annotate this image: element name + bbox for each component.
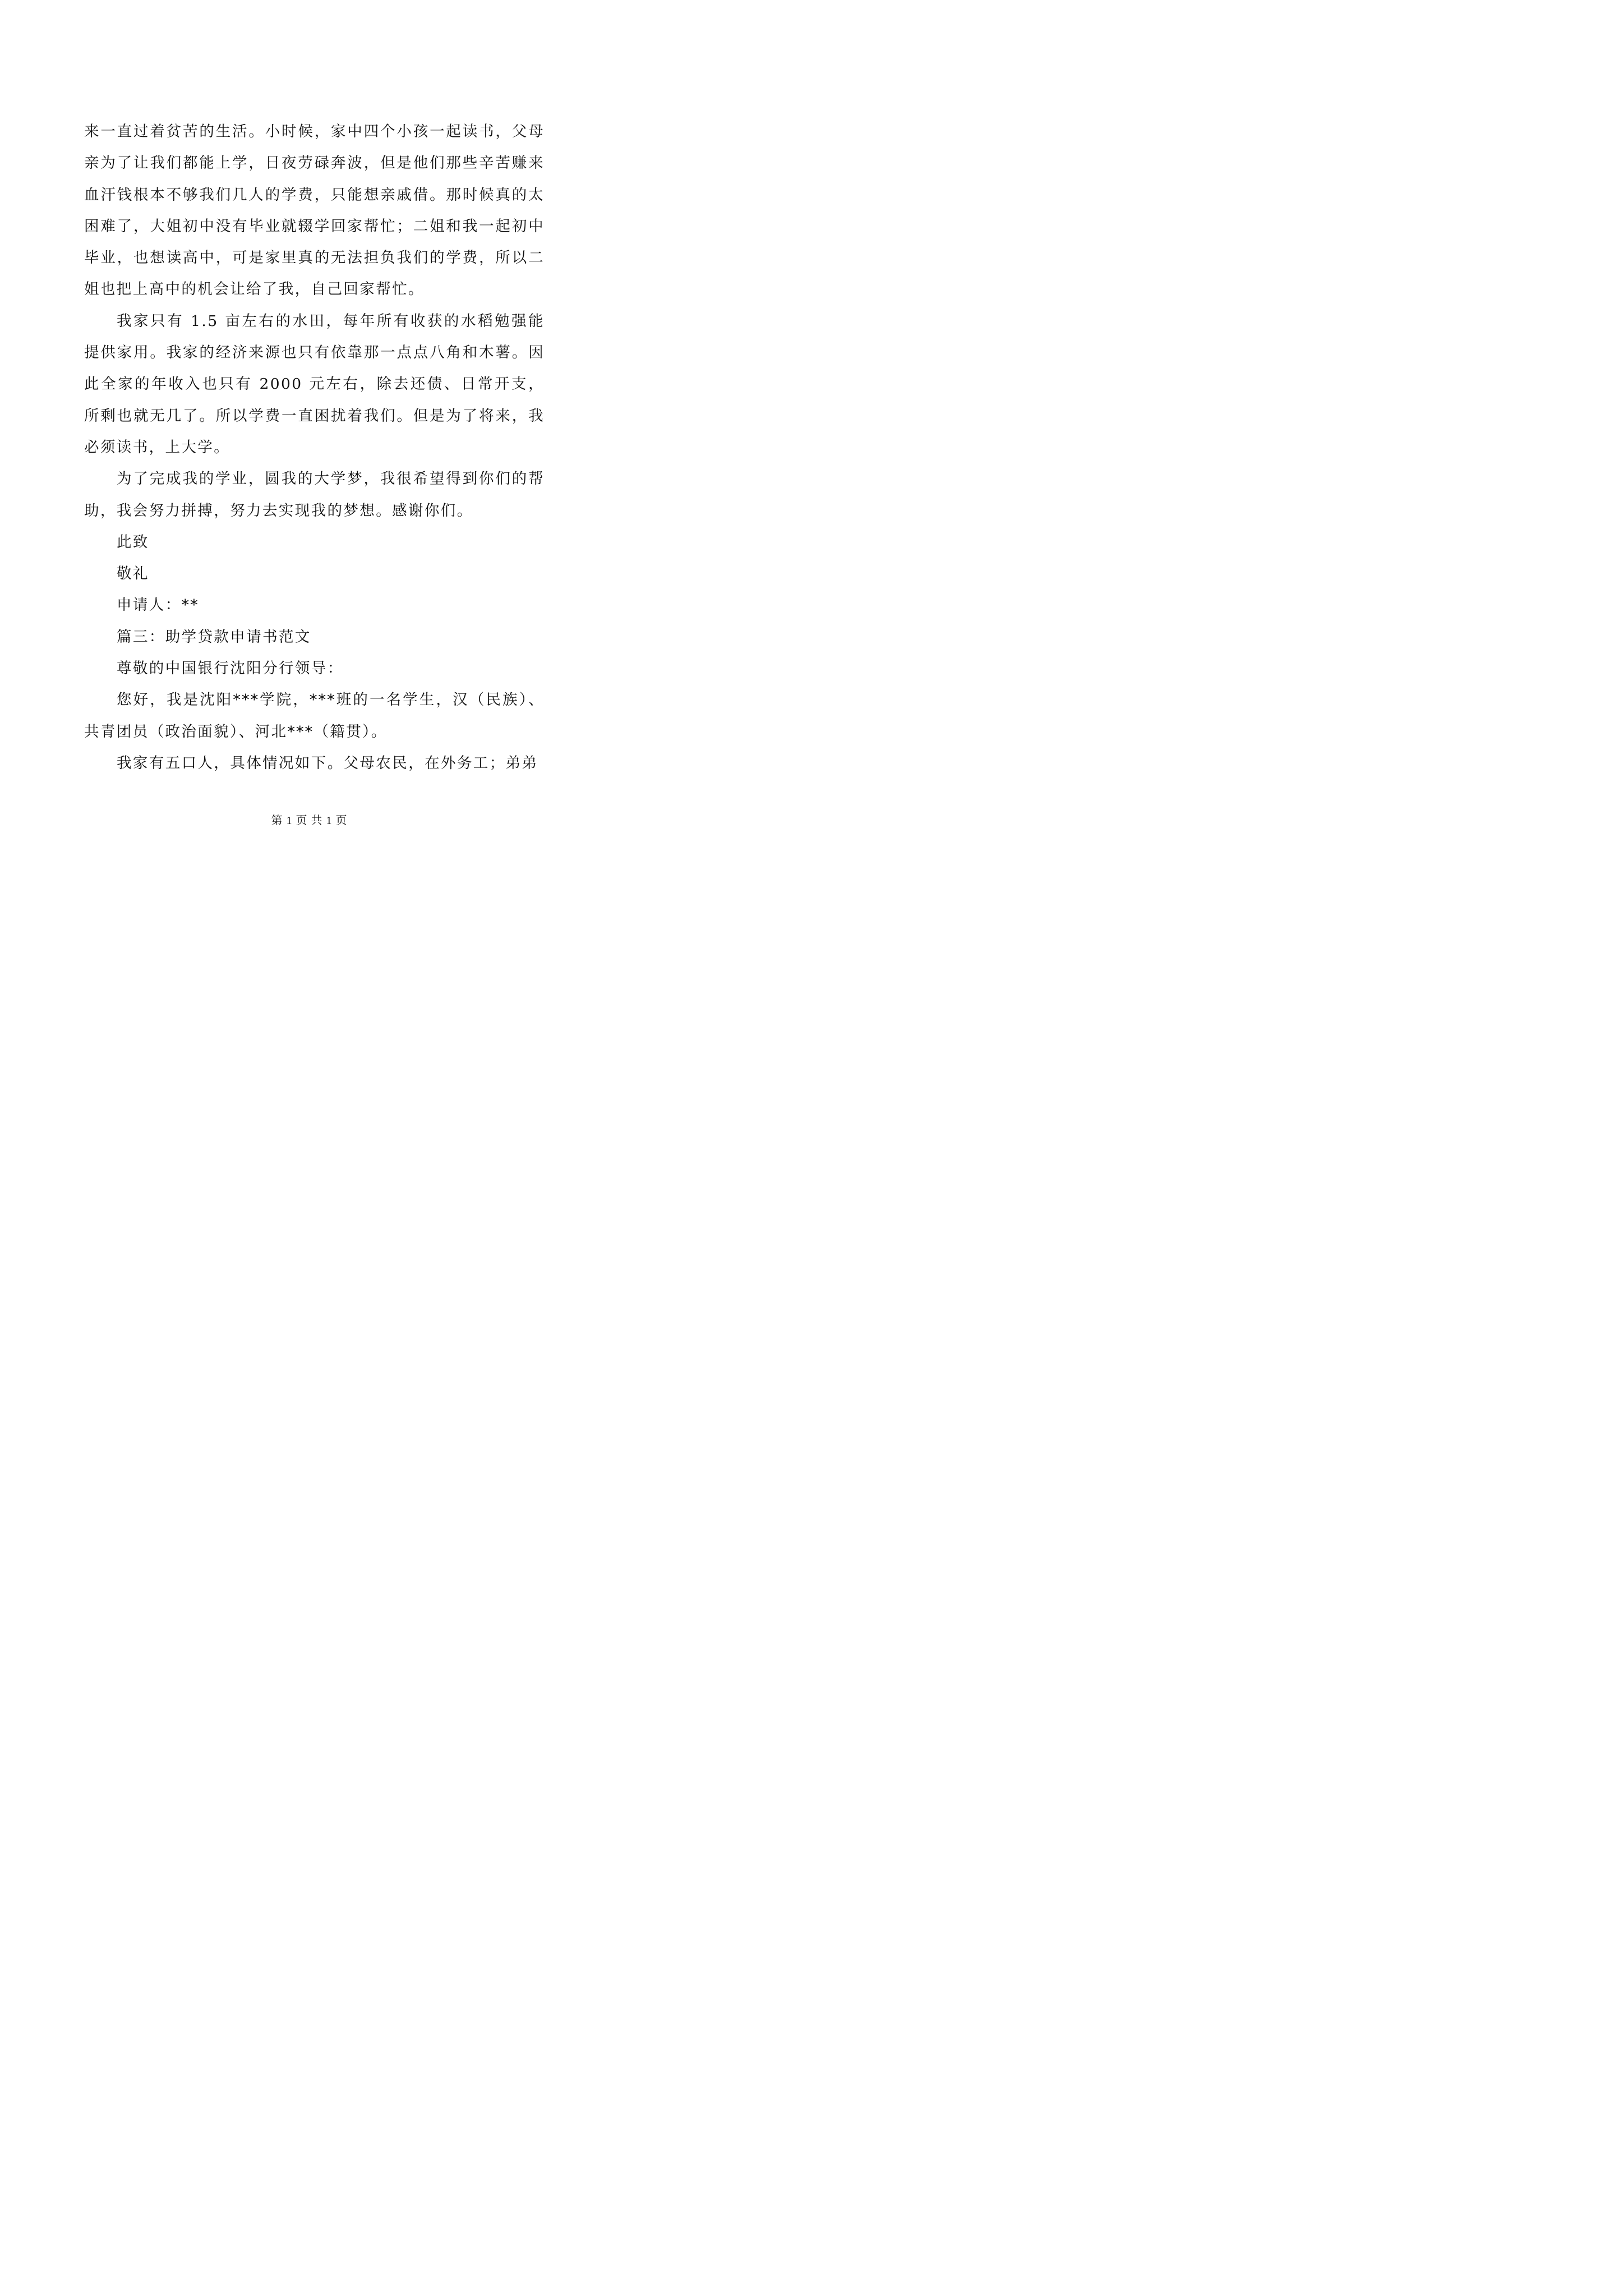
salutation: 尊敬的中国银行沈阳分行领导： <box>117 660 344 678</box>
paragraph-request-help: 为了完成我的学业，圆我的大学梦，我很希望得到你们的帮助，我会努力拼搏，努力去实现我的梦想。感谢你们。 <box>84 470 545 519</box>
paragraph-introduction: 您好，我是沈阳***学院，***班的一名学生，汉（民族）、共青团员（政治面貌）、河北***（籍贯）。 <box>84 691 545 740</box>
paragraph-family-situation: 我家有五口人，具体情况如下。父母农民，在外务工；弟弟 <box>117 754 538 772</box>
applicant-signature: 申请人：** <box>117 596 199 614</box>
paragraph-family-hardship: 来一直过着贫苦的生活。小时候，家中四个小孩一起读书，父母亲为了让我们都能上学，日夜劳碌奔波，但是他们那些辛苦赚来血汗钱根本不够我们几人的学费，只能想亲戚借。那时候真的太困难了，大姐初中没有毕业就辍学回家帮忙；二姐和我一起初中毕业，也想读高中，可是家里真的无法担负我们的学费，所以二姐也把上高中的机会让给了我，自己回家帮忙。 <box>84 123 545 298</box>
closing-cizhi: 此致 <box>117 533 149 551</box>
paragraph-family-income: 我家只有 1.5 亩左右的水田，每年所有收获的水稻勉强能提供家用。我家的经济来源也只有依靠那一点点八角和木薯。因此全家的年收入也只有 2000 元左右，除去还债、日常开支，所剩也就无几了。所以学费一直困扰着我们。但是为了将来，我必须读书，上大学。 <box>84 312 545 456</box>
page-footer: 第 1 页 共 1 页 <box>271 815 348 827</box>
closing-jingli: 敬礼 <box>117 565 149 583</box>
document-body <box>84 116 545 779</box>
section-heading: 篇三：助学贷款申请书范文 <box>117 628 311 646</box>
document-page <box>0 0 619 875</box>
